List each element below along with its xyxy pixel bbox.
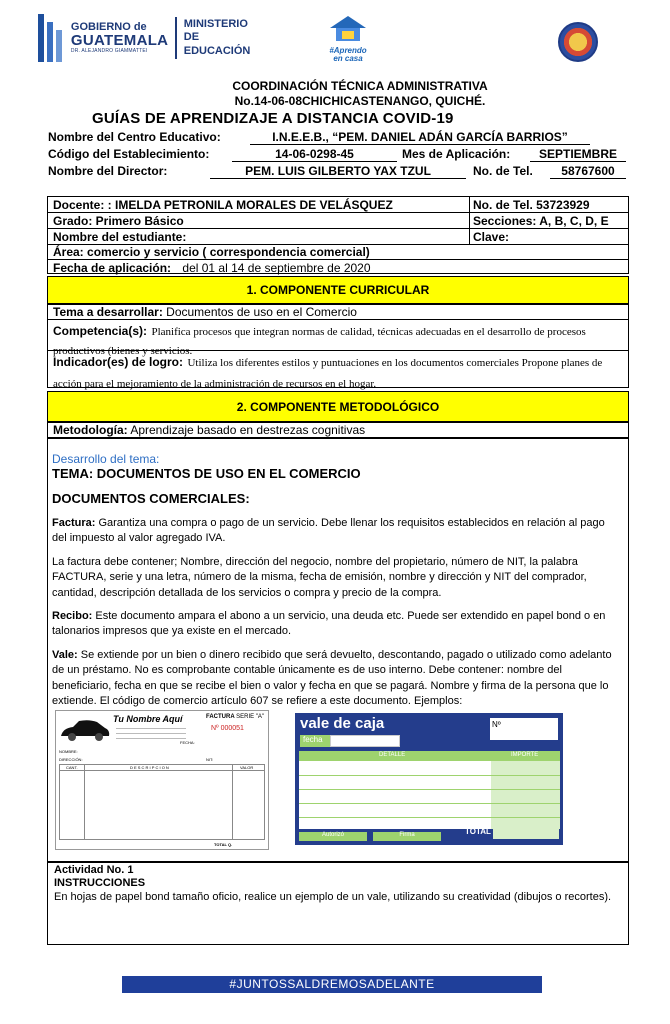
tel-label: No. de Tel. xyxy=(473,164,533,178)
min-line2: EDUCACIÓN xyxy=(183,44,251,57)
factura-example xyxy=(55,710,269,850)
vale-paragraph xyxy=(52,648,622,710)
info-table xyxy=(47,196,629,274)
divider xyxy=(175,17,176,59)
factura-serie: SERIE "A" xyxy=(236,714,265,720)
director-value: PEM. LUIS GILBERTO YAX TZUL xyxy=(210,164,466,179)
vale-no: Nº xyxy=(490,718,558,740)
aprendo-line1: #Aprendo xyxy=(329,46,367,55)
row-line xyxy=(48,319,628,320)
factura-text: Garantiza una compra o pago de un servicio. Debe llenar los requisitos establecidos en relación al pago del impuesto al valor agregado IVA. xyxy=(52,517,605,545)
factura-items-table xyxy=(59,764,265,840)
metodologia-row xyxy=(47,422,629,438)
factura-word: FACTURA xyxy=(206,714,235,720)
documentos-subtitle: DOCUMENTOS COMERCIALES: xyxy=(52,491,250,506)
clave-label: Clave: xyxy=(473,230,510,244)
actividad-instrucciones: INSTRUCCIONES xyxy=(54,877,146,889)
factura-nit: NIT: xyxy=(206,757,214,762)
factura-nombre: NOMBRE: xyxy=(59,749,78,754)
centro-value: I.N.E.E.B., “PEM. DANIEL ADÁN GARCÍA BARRIOS” xyxy=(250,130,590,145)
desarrollo-label: Desarrollo del tema: xyxy=(52,452,160,466)
factura-valor-header: VALOR xyxy=(240,765,254,770)
fecha-label: Fecha de aplicación: xyxy=(53,261,172,275)
vale-label: Vale: xyxy=(52,649,78,661)
row-line xyxy=(48,228,628,229)
desarrollo-tema: TEMA: DOCUMENTOS DE USO EN EL COMERCIO xyxy=(52,466,361,481)
tel-value: 58767600 xyxy=(550,164,626,179)
gob-line3: DR. ALEJANDRO GIAMMATTEI xyxy=(70,48,148,55)
vale-autorizo: Autorizó xyxy=(299,832,367,841)
ministerio-label xyxy=(184,18,263,58)
codigo-label: Código del Establecimiento: xyxy=(48,147,210,161)
factura-number-value: 000051 xyxy=(220,725,244,732)
factura-address-lines xyxy=(116,725,186,745)
factura-direccion: DIRECCIÓN: xyxy=(59,757,83,762)
tema-label: Tema a desarrollar: xyxy=(53,305,163,319)
metodologia-label: Metodología: xyxy=(53,423,128,437)
vale-total: TOTAL xyxy=(465,827,491,836)
indicador-label: Indicador(es) de logro: xyxy=(53,355,184,369)
vale-text: Se extiende por un bien o dinero recibido que será devuelto, descontando, pagado o utilizado como adelanto de un préstamo. No es comprobante contable únicamente es de uso interno. Debe contener: nombre del beneficiario, fecha en que se recibe el bien o valor y fecha en que se pagará. Nombre y firma de la persona que lo extiende. El código de comercio artículo 607 se refiere a este documento. Ejemplos: xyxy=(52,649,612,708)
director-label: Nombre del Director: xyxy=(48,164,168,178)
factura-number-label: Nº xyxy=(211,725,219,732)
componente-curricular-heading: 1. COMPONENTE CURRICULAR xyxy=(47,276,629,304)
vale-table xyxy=(299,751,560,829)
vale-firma: Firma xyxy=(373,832,441,841)
vale-fecha: fecha xyxy=(300,735,330,747)
metodologia-value: Aprendizaje basado en destrezas cognitivas xyxy=(130,423,366,437)
school-seal-icon xyxy=(558,22,598,62)
actividad-title: Actividad No. 1 xyxy=(54,864,134,876)
vale-example xyxy=(295,713,563,845)
curricular-table xyxy=(47,304,629,388)
car-icon xyxy=(59,716,111,744)
mes-label: Mes de Aplicación: xyxy=(402,147,511,161)
tema-value: Documentos de uso en el Comercio xyxy=(166,305,357,319)
recibo-text: Este documento ampara el abono a un servicio, una deuda etc. Puede ser extendido en papel bond o en talonarios impresos que ya existe en el mercado. xyxy=(52,610,606,638)
factura-business-name: Tu Nombre Aquí xyxy=(113,714,183,724)
secciones: Secciones: A, B, C, D, E xyxy=(473,214,609,228)
codigo-value: 14-06-0298-45 xyxy=(232,147,397,162)
competencia-value: Planifica procesos que integran normas de calidad, técnicas adecuadas en el desarrollo de procesos productivos (bienes y servicios. xyxy=(53,326,586,358)
page-title: GUÍAS DE APRENDIZAJE A DISTANCIA COVID-19 xyxy=(92,110,454,127)
row-line xyxy=(48,259,628,260)
centro-label: Nombre del Centro Educativo: xyxy=(48,130,221,144)
aprendo-logo xyxy=(322,14,374,66)
mes-value: SEPTIEMBRE xyxy=(530,147,626,162)
gobierno-logo xyxy=(38,12,263,64)
actividad-text: En hojas de papel bond tamaño oficio, realice un ejemplo de un vale, utilizando su creatividad (dibujos o recortes). xyxy=(54,891,612,903)
gob-line2: GUATEMALA xyxy=(70,32,169,50)
row-line xyxy=(48,212,628,213)
vale-total-field xyxy=(493,827,559,839)
aprendo-line2: en casa xyxy=(333,54,363,63)
indicador-value: Utiliza los diferentes estilos y puntuaciones en los documentos comerciales Propone planes de acción para el mejoramiento de la administración de recursos en el hogar. xyxy=(53,357,603,390)
area: Área: comercio y servicio ( correspondencia comercial) xyxy=(53,245,370,259)
factura-total: TOTAL Q. xyxy=(214,842,233,847)
estudiante-label: Nombre del estudiante: xyxy=(53,230,187,244)
docente-tel: No. de Tel. 53723929 xyxy=(473,198,590,212)
footer-hashtag: #JUNTOSSALDREMOSADELANTE xyxy=(122,976,542,993)
actividad-box xyxy=(47,862,629,945)
flag-icon xyxy=(38,14,65,62)
title-coordinacion: COORDINACIÓN TÉCNICA ADMINISTRATIVA xyxy=(232,79,488,93)
min-line1: MINISTERIO DE xyxy=(183,18,248,44)
factura-desc-header: D E S C R I P C I O N xyxy=(130,765,169,770)
competencia-label: Competencia(s): xyxy=(53,324,148,338)
vale-fecha-field xyxy=(330,735,400,747)
gob-line1: GOBIERNO de xyxy=(70,20,147,33)
componente-metodologico-heading: 2. COMPONENTE METODOLÓGICO xyxy=(47,391,629,422)
vale-importe-header: IMPORTE xyxy=(511,752,539,758)
vale-title: vale de caja xyxy=(300,715,385,732)
recibo-paragraph xyxy=(52,609,622,640)
factura-cant-header: CANT. xyxy=(66,765,78,770)
fecha-value: del 01 al 14 de septiembre de 2020 xyxy=(182,261,371,275)
recibo-label: Recibo: xyxy=(52,610,93,622)
factura-paragraph-2: La factura debe contener; Nombre, dirección del negocio, nombre del propietario, número de NIT, la palabra FACTURA, serie y una letra, número de la misma, fecha de emisión, nombre y dirección y NIT del comprador, cantidad, descripción detallada de los servicios o compra y precio de la compra. xyxy=(52,556,587,599)
factura-paragraph xyxy=(52,516,622,547)
house-book-icon xyxy=(328,14,368,42)
title-numero: No.14-06-08CHICHICASTENANGO, QUICHÉ. xyxy=(234,94,486,108)
vale-importe-column xyxy=(491,761,560,829)
factura-fecha: FECHA: xyxy=(180,740,195,745)
factura-title xyxy=(206,714,264,720)
grado: Grado: Primero Básico xyxy=(53,214,184,228)
factura-label: Factura: xyxy=(52,517,96,529)
col-divider xyxy=(469,197,470,244)
docente: Docente: : IMELDA PETRONILA MORALES DE VELÁSQUEZ xyxy=(53,198,393,212)
vale-detalle-header: DETALLE xyxy=(379,752,406,758)
factura-number xyxy=(211,725,244,732)
